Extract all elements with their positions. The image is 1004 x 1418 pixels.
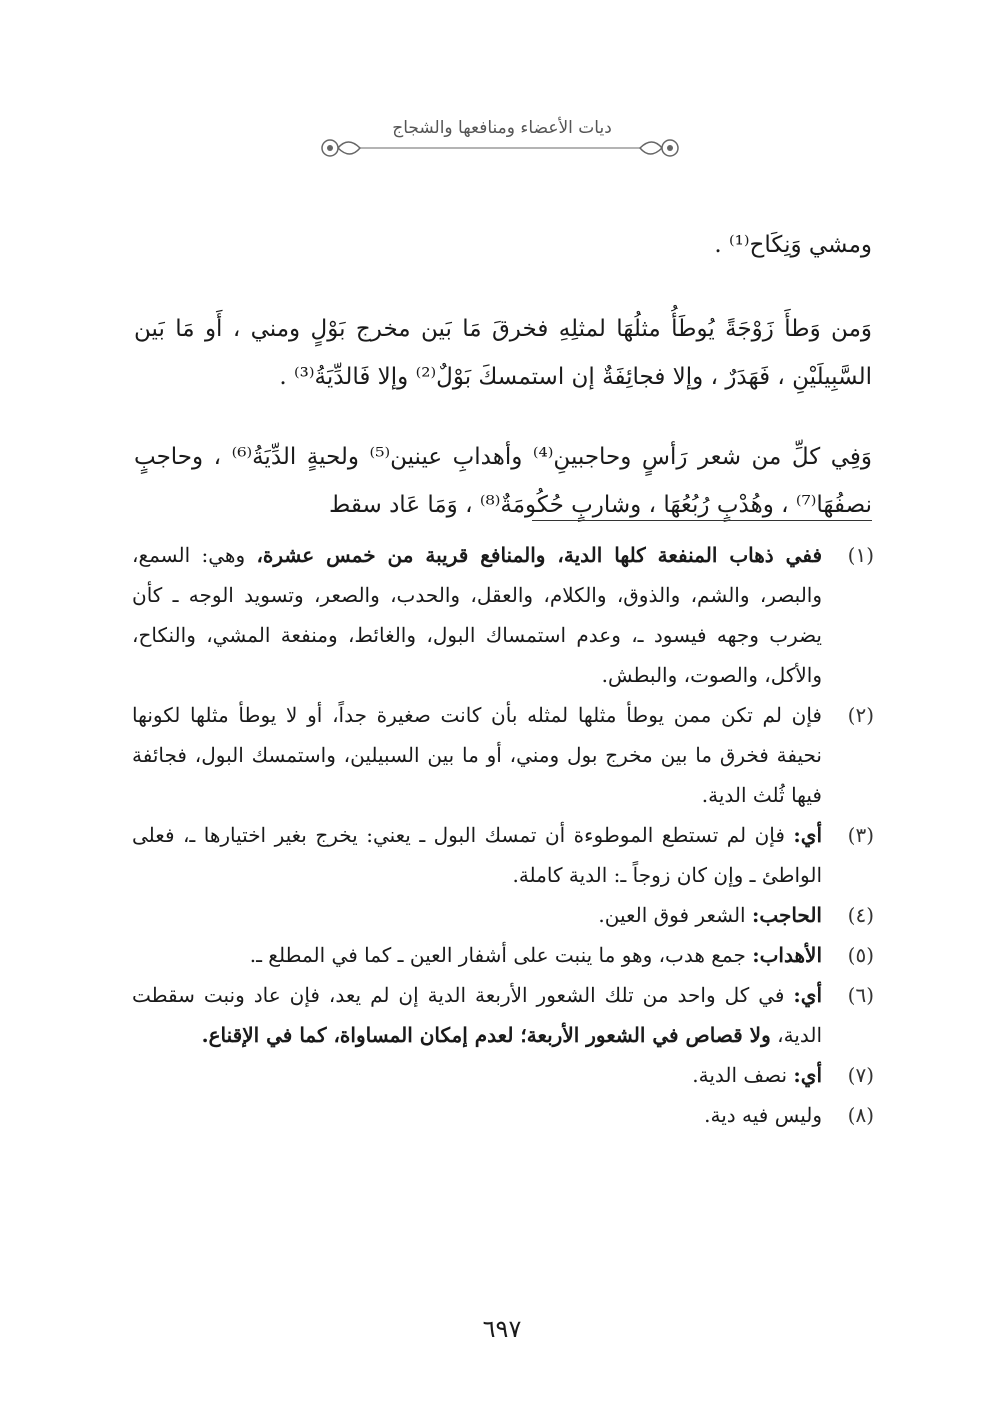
footnote bbox=[132, 815, 874, 895]
footnote bbox=[132, 895, 874, 935]
footnote-text: وليس فيه دية. bbox=[704, 1103, 822, 1127]
footnote-number: (٧) bbox=[847, 1063, 874, 1087]
footnote-number: (١) bbox=[847, 543, 874, 567]
body-paragraph-2: وَمن وَطأَ زَوْجَةً يُوطَأُ مثلُهَا لمثلِهِ فخرقَ مَا بَين مخرج بَوْلٍ ومني ، أَو مَا بَين السَّبِيلَيْنِ ، فَهَدَرٌ ، وإلا فجائِفَةٌ إن استمسكَ بَوْلٌ⁽²⁾ وإلا فَالدِّيَةُ⁽³⁾ . bbox=[134, 316, 872, 390]
body-paragraph-1: ومشي وَنِكَاح⁽¹⁾ . bbox=[714, 232, 872, 258]
footnote-number: (٣) bbox=[847, 823, 874, 847]
footnote-divider bbox=[532, 520, 872, 521]
body-paragraph-3: وَفِي كلِّ من شعر رَأسٍ وحاجبينِ⁽⁴⁾ وأهدابِ عينين⁽⁵⁾ ولحيةٍ الدِّيَةُ⁽⁶⁾ ، وحاجبٍ نصفُهَا⁽⁷⁾ ، وهُدْبٍ رُبُعُهَا ، وشاربٍ حُكُومَةٌ⁽⁸⁾ ، وَمَا عَاد سقط bbox=[134, 444, 872, 518]
header-title: ديات الأعضاء ومنافعها والشجاج bbox=[392, 118, 612, 138]
footnote-number: (٨) bbox=[847, 1103, 874, 1127]
footnote-number: (٥) bbox=[847, 943, 874, 967]
footnote-number: (٦) bbox=[847, 983, 874, 1007]
footnote-bold: ولا قصاص في الشعور الأربعة؛ لعدم إمكان المساواة، كما في الإقناع. bbox=[201, 1023, 771, 1047]
footnote-text: فإن لم تستطع الموطوءة أن تمسك البول ـ يعني: يخرج بغير اختيارها ـ، فعلى الواطئ ـ وإن كان زوجاً ـ: الدية كاملة. bbox=[132, 823, 822, 887]
footnote-bold: أي: bbox=[793, 823, 822, 847]
footnote-bold: أي: bbox=[793, 1063, 822, 1087]
footnote bbox=[132, 1055, 874, 1095]
footnote-bold: الأهداب: bbox=[752, 943, 822, 967]
footnote-number: (٤) bbox=[847, 903, 874, 927]
footnote-bold: أي: bbox=[793, 983, 822, 1007]
footnote-bold: ففي ذهاب المنفعة كلها الدية، والمنافع قريبة من خمس عشرة، bbox=[256, 543, 823, 567]
ornament-divider-icon bbox=[300, 128, 700, 168]
footnote-text: فإن لم تكن ممن يوطأ مثلها لمثله بأن كانت صغيرة جداً، أو لا يوطأ مثلها لكونها نحيفة فخرق ما بين مخرج بول ومني، أو ما بين السبيلين، واستمسك البول، فجائفة فيها ثُلث الدية. bbox=[132, 703, 822, 807]
footnotes bbox=[132, 535, 874, 1135]
footnote bbox=[132, 1095, 874, 1135]
footnote bbox=[132, 535, 874, 695]
footnote-number: (٢) bbox=[847, 703, 874, 727]
footnote-text: الشعر فوق العين. bbox=[598, 903, 752, 927]
footnote bbox=[132, 695, 874, 815]
footnote-text: وهي: السمع، والبصر، والشم، والذوق، والكلام، والعقل، والحدب، والصعر، وتسويد الوجه ـ كأن يضرب وجهه فيسود ـ، وعدم استمساك البول، والغائط، ومنفعة المشي، والنكاح، والأكل، والصوت، والبطش. bbox=[132, 543, 822, 687]
footnote-bold: الحاجب: bbox=[751, 903, 822, 927]
footnote-text: جمع هدب، وهو ما ينبت على أشفار العين ـ كما في المطلع ـ. bbox=[249, 943, 753, 967]
footnote bbox=[132, 975, 874, 1055]
page-number: ٦٩٧ bbox=[482, 1315, 522, 1343]
footnote-text: نصف الدية. bbox=[692, 1063, 794, 1087]
footnote-text: في كل واحد من تلك الشعور الأربعة الدية إن لم يعد، فإن عاد ونبت سقطت الدية، bbox=[132, 983, 822, 1047]
footnote bbox=[132, 935, 874, 975]
